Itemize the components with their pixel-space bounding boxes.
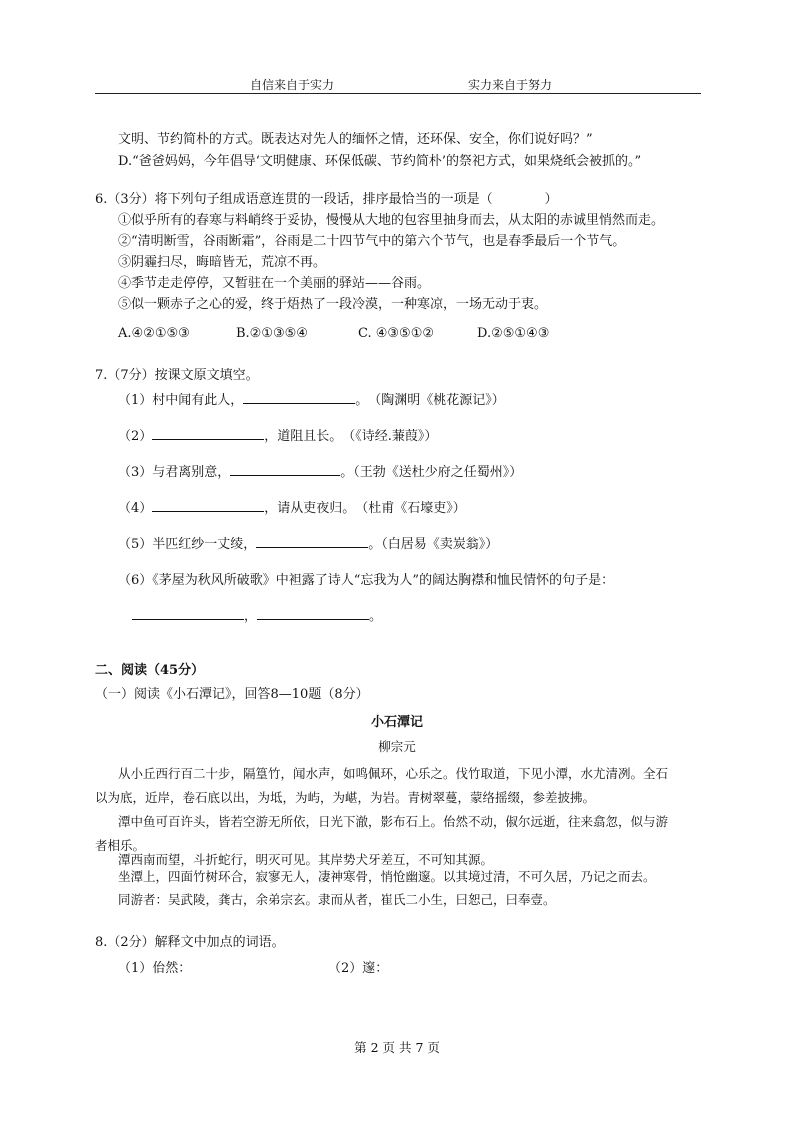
q7-line-1 xyxy=(118,389,505,408)
answer-blank-3[interactable] xyxy=(230,463,340,476)
q8-part-2: （2）邃： xyxy=(328,961,389,976)
q7-line-5-suffix: 。（白居易《卖炭翁》） xyxy=(368,537,499,552)
header-left: 自信来自于实力 xyxy=(250,78,335,92)
q8-stem: 8.（2分）解释文中加点的词语。 xyxy=(95,935,285,950)
section-2-subtitle: （一）阅读《小石潭记》，回答8—10题（8分） xyxy=(95,687,369,702)
q6-option-d[interactable]: D.②⑤①④③ xyxy=(477,326,550,341)
passage-p3: 潭西南而望，斗折蛇行，明灭可见。其岸势犬牙差互，不可知其源。 xyxy=(118,852,494,867)
q7-line-2 xyxy=(118,425,437,444)
q6-item-5: ⑤似一颗赤子之心的爱，终于焐热了一段冷漠，一种寒凉，一场无动于衷。 xyxy=(118,297,548,312)
q7-stem: 7.（7分）按课文原文填空。 xyxy=(95,368,259,383)
q7-line-4-suffix: ，请从吏夜归。 （杜甫《石壕吏》） xyxy=(264,501,466,516)
passage-p1-line-2: 以为底，近岸，卷石底以出，为坻，为屿，为嵁，为岩。青树翠蔓，蒙络摇缀，参差披拂。 xyxy=(95,790,596,805)
passage-author: 柳宗元 xyxy=(378,739,416,754)
q6-item-4: ④季节走走停停，又暂驻在一个美丽的驿站——谷雨。 xyxy=(118,276,431,291)
q6-stem: 6.（3分）将下列句子组成语意连贯的一段话，排序最恰当的一项是（ ） xyxy=(95,192,558,207)
page-footer: 第 2 页 共 7 页 xyxy=(354,1040,440,1055)
header-right: 实力来自于努力 xyxy=(468,78,553,92)
q7-line-2-suffix: ，道阻且长。 （《诗经.蒹葭》） xyxy=(264,429,438,444)
passage-p5: 同游者：吴武陵，龚古，余弟宗玄。隶而从者，崔氏二小生，曰恕己，曰奉壹。 xyxy=(118,892,556,907)
passage-p1-line-1: 从小丘西行百二十步，隔篁竹，闻水声，如鸣佩环，心乐之。伐竹取道，下见小潭，水尤清冽。全石 xyxy=(118,766,669,781)
q7-line-4-prefix: （4） xyxy=(118,501,153,516)
header-rule xyxy=(95,93,701,94)
q7-line-3-prefix: （3）与君离别意， xyxy=(118,465,231,480)
passage-p2-line-1: 潭中鱼可百许头，皆若空游无所依，日光下澈，影布石上。佁然不动，俶尔远逝，往来翕忽，似与游 xyxy=(118,814,669,829)
q7-line-2-prefix: （2） xyxy=(118,429,153,444)
answer-blank-2[interactable] xyxy=(152,427,264,440)
q7-line-1-prefix: （1）村中闻有此人， xyxy=(118,393,244,408)
passage-p2-line-2: 者相乐。 xyxy=(95,838,146,853)
q7-line-6: （6）《茅屋为秋风所破歌》中袒露了诗人“忘我为人”的阔达胸襟和恤民情怀的句子是： xyxy=(118,573,615,588)
q7-line-6-answer xyxy=(132,605,382,624)
q6-item-3: ③阴霾扫尽，晦暗皆无，荒凉不再。 xyxy=(118,255,327,270)
passage-title: 小石潭记 xyxy=(370,715,423,730)
q7-line-5 xyxy=(118,533,498,552)
q7-line-4 xyxy=(118,497,466,516)
q6-option-c[interactable]: C. ④③⑤①② xyxy=(358,326,435,341)
answer-blank-1[interactable] xyxy=(243,391,355,404)
q6-item-1: ①似乎所有的春寒与料峭终于妥协，慢慢从大地的包容里抽身而去，从太阳的赤诚里悄然而走。 xyxy=(118,213,665,228)
q7-line-5-prefix: （5）半匹红纱一丈绫， xyxy=(118,537,257,552)
answer-blank-6[interactable] xyxy=(132,607,244,620)
prev-line-2: D.“爸爸妈妈，今年倡导‘文明健康、环保低碳、节约简朴’的祭祀方式，如果烧纸会被抓的。” xyxy=(118,154,642,169)
q7-line-6-sep: ， xyxy=(244,609,258,624)
prev-line-1: 文明、节约简朴的方式。既表达对先人的缅怀之情，还环保、安全，你们说好吗？” xyxy=(118,132,593,147)
q7-line-6-end: 。 xyxy=(369,609,383,624)
section-2-title: 二、阅读（45分） xyxy=(95,663,205,678)
q7-line-3 xyxy=(118,461,522,480)
q6-option-a[interactable]: A.④②①⑤③ xyxy=(118,326,190,341)
q7-line-1-suffix: 。 （陶渊明《桃花源记》） xyxy=(355,393,505,408)
q6-option-b[interactable]: B.②①③⑤④ xyxy=(236,326,308,341)
q6-item-2: ②“清明断雪，谷雨断霜”，谷雨是二十四节气中的第六个节气，也是春季最后一个节气。 xyxy=(118,234,626,249)
q7-line-3-suffix: 。（王勃《送杜少府之任蜀州》） xyxy=(340,465,523,480)
answer-blank-5[interactable] xyxy=(256,535,368,548)
answer-blank-7[interactable] xyxy=(257,607,369,620)
q8-part-1: （1）佁然： xyxy=(118,961,192,976)
answer-blank-4[interactable] xyxy=(152,499,264,512)
passage-p4: 坐潭上，四面竹树环合，寂寥无人，凄神寒骨，悄怆幽邃。以其境过清，不可久居，乃记之而去。 xyxy=(118,869,656,884)
